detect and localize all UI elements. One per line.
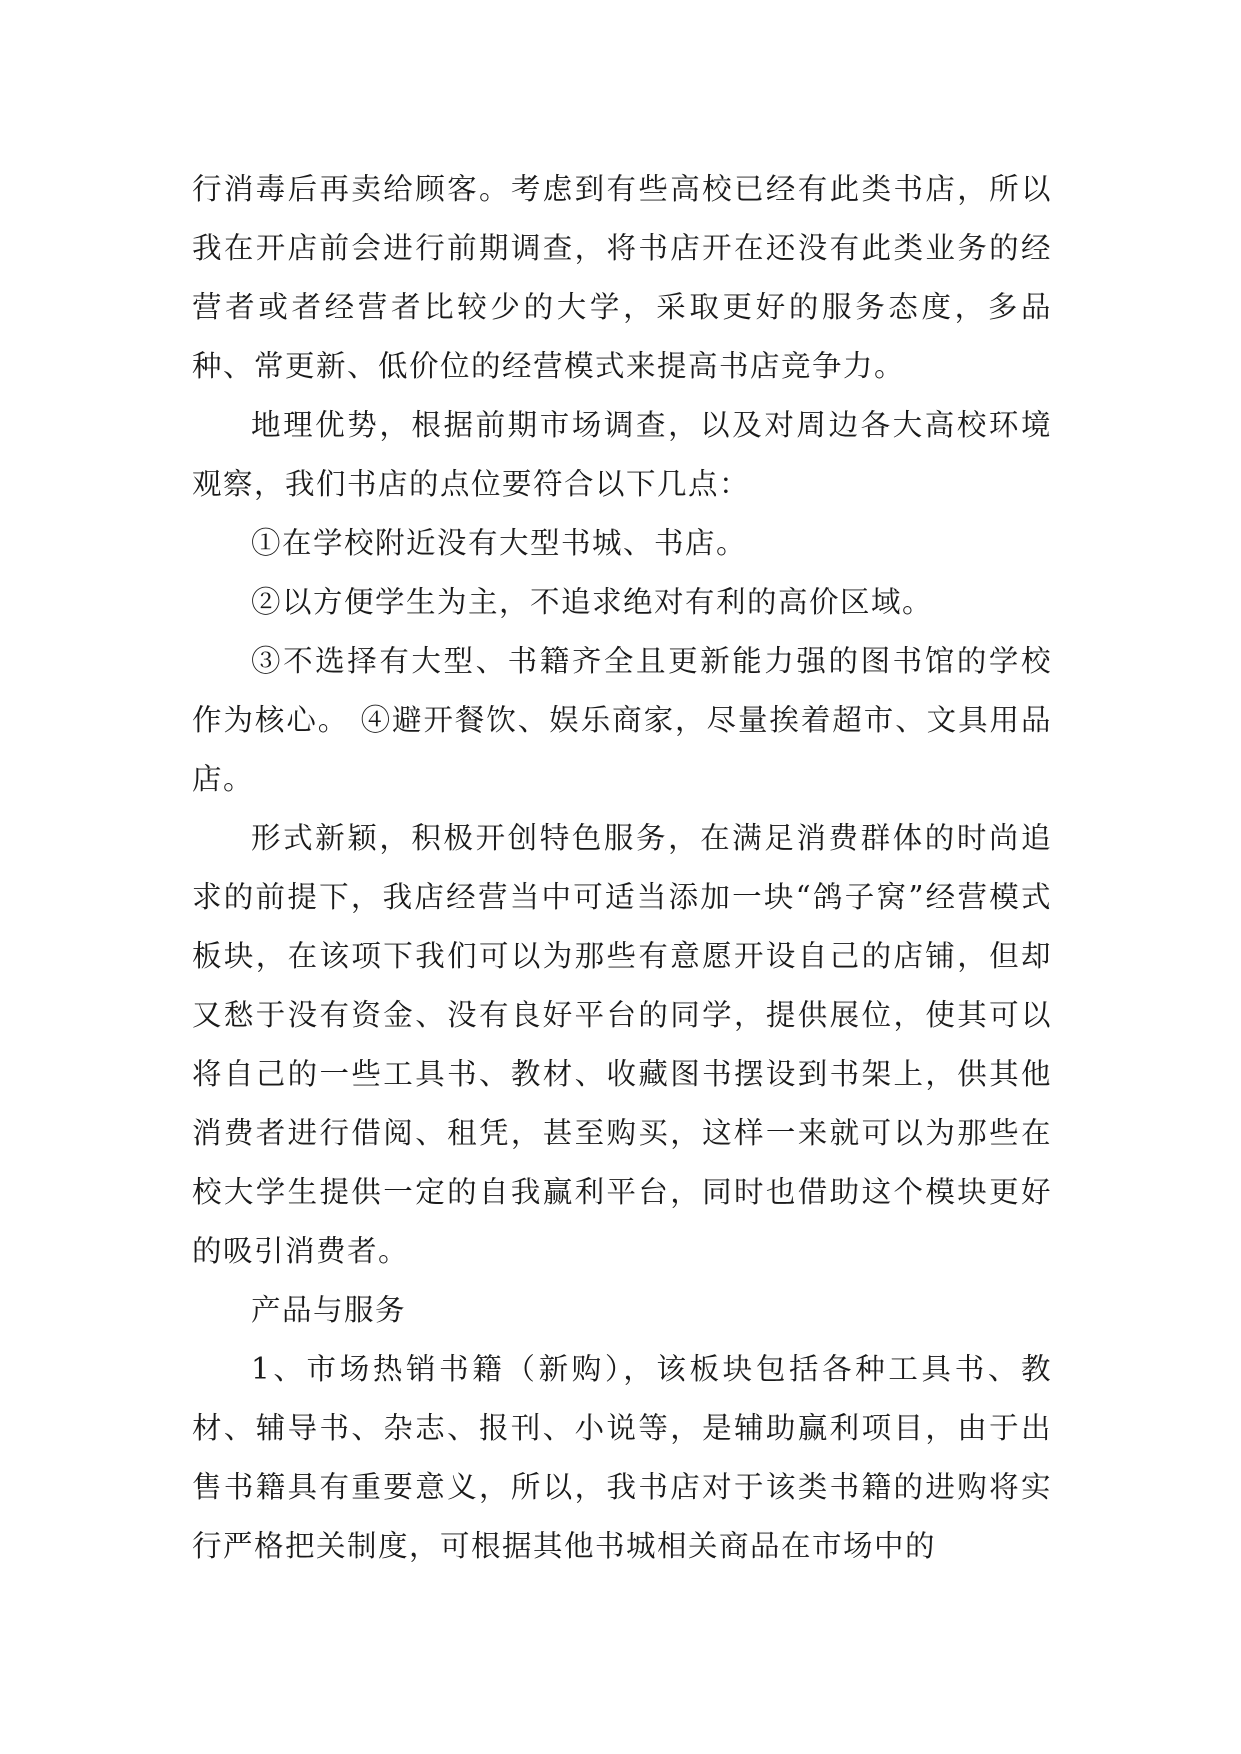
paragraph-location-advantage: 地理优势，根据前期市场调查，以及对周边各大高校环境观察，我们书店的点位要符合以下几点： bbox=[192, 408, 1052, 501]
list-item-criterion-1: ①在学校附近没有大型书城、书店。 bbox=[251, 526, 748, 560]
section-heading-products-services: 产品与服务 bbox=[251, 1293, 407, 1327]
list-item-criterion-2: ②以方便学生为主，不追求绝对有利的高价区域。 bbox=[251, 585, 934, 619]
paragraph-bestselling-books: 1、市场热销书籍（新购），该板块包括各种工具书、教材、辅导书、杂志、报刊、小说等，是辅助赢利项目，由于出售书籍具有重要意义，所以，我书店对于该类书籍的进购将实行严格把关制度，可根据其他书城相关商品在市场中的 bbox=[192, 1352, 1052, 1563]
document-body bbox=[192, 160, 1052, 1576]
list-item-criterion-3-4: ③不选择有大型、书籍齐全且更新能力强的图书馆的学校作为核心。 ④避开餐饮、娱乐商家，尽量挨着超市、文具用品店。 bbox=[192, 644, 1052, 796]
paragraph-novel-format: 形式新颖，积极开创特色服务，在满足消费群体的时尚追求的前提下，我店经营当中可适当添加一块“鸽子窝”经营模式板块，在该项下我们可以为那些有意愿开设自己的店铺，但却又愁于没有资金、没有良好平台的同学，提供展位，使其可以将自己的一些工具书、教材、收藏图书摆设到书架上，供其他消费者进行借阅、租凭，甚至购买，这样一来就可以为那些在校大学生提供一定的自我赢利平台，同时也借助这个模块更好的吸引消费者。 bbox=[192, 821, 1052, 1268]
paragraph-opening: 行消毒后再卖给顾客。考虑到有些高校已经有此类书店，所以我在开店前会进行前期调查，将书店开在还没有此类业务的经营者或者经营者比较少的大学，采取更好的服务态度，多品种、常更新、低价位的经营模式来提高书店竞争力。 bbox=[192, 172, 1052, 383]
